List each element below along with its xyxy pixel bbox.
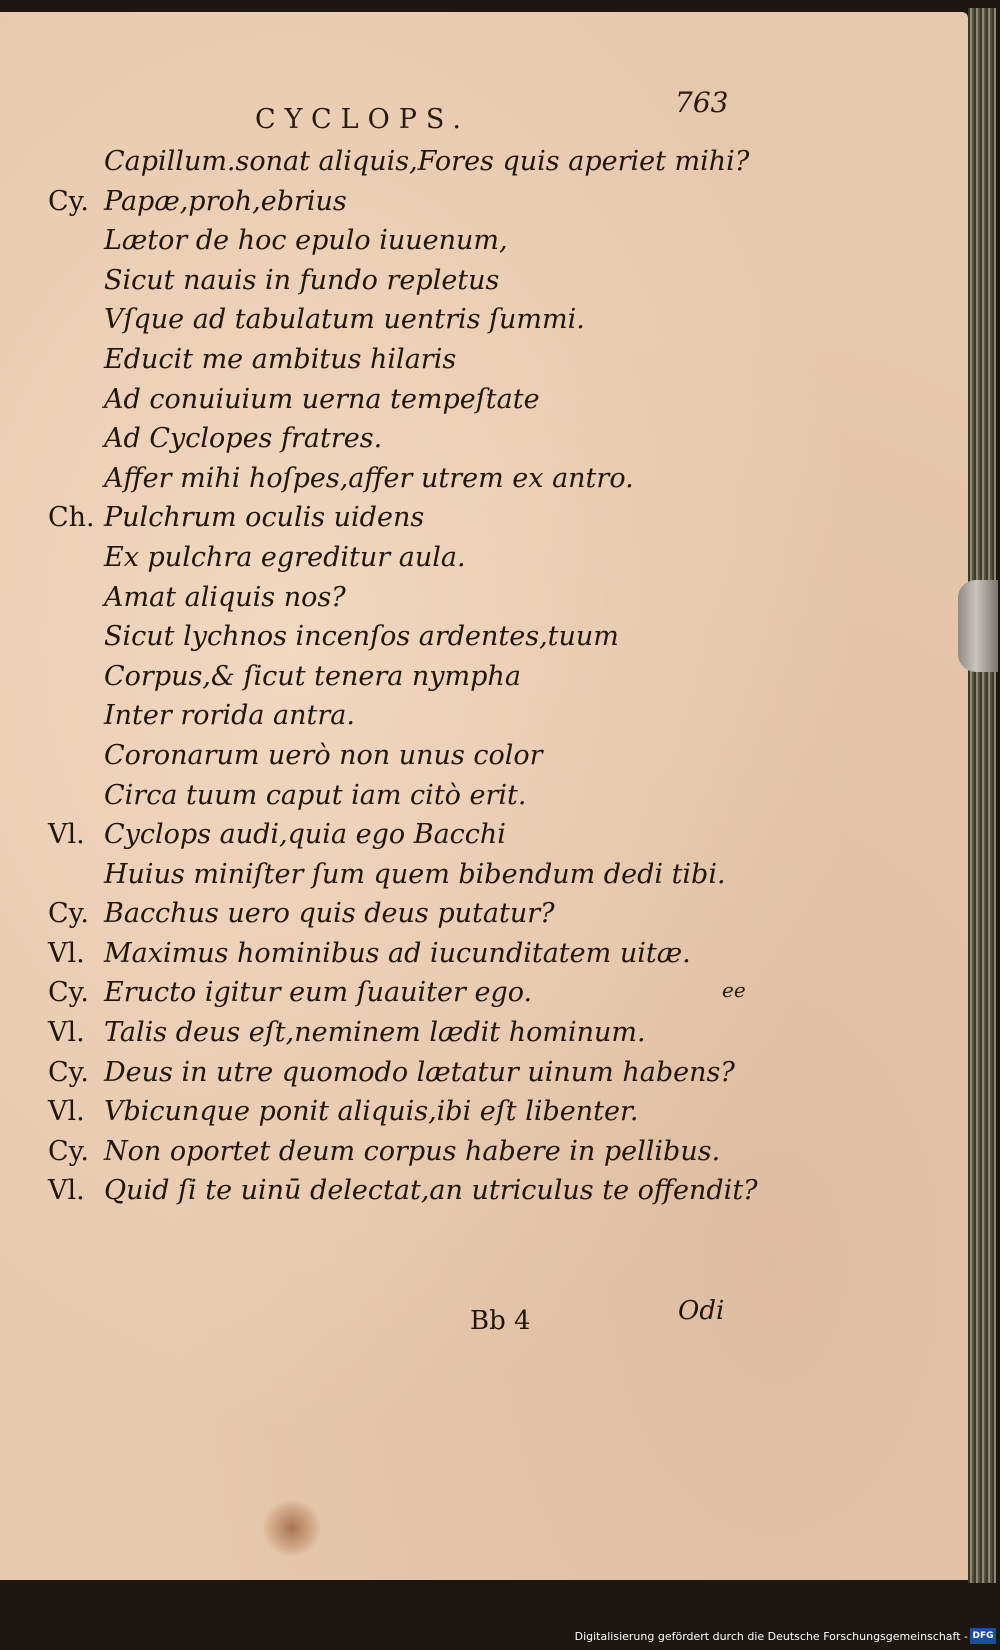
line-text: Sicut lychnos incenſos ardentes,tuum bbox=[104, 621, 619, 653]
line-text: Vſque ad tabulatum uentris ſummi. bbox=[104, 304, 585, 336]
text-line bbox=[48, 340, 768, 380]
text-line bbox=[48, 815, 768, 855]
speaker-label: Ch. bbox=[48, 502, 95, 534]
dfg-logo: DFG bbox=[970, 1628, 996, 1644]
line-text: Non oportet deum corpus habere in pellibus. bbox=[104, 1135, 721, 1167]
speaker-label: Vl. bbox=[48, 1017, 85, 1049]
speaker-label: Cy. bbox=[48, 1135, 89, 1167]
foxing-stain bbox=[262, 1500, 322, 1556]
page-number: 763 bbox=[675, 86, 729, 119]
page-clip bbox=[958, 580, 998, 672]
text-line bbox=[48, 1132, 768, 1172]
catchword: Odi bbox=[678, 1296, 725, 1326]
text-line bbox=[48, 498, 768, 538]
line-text: Ad conuiuium uerna tempeſtate bbox=[104, 383, 540, 415]
line-text: Quid ſi te uinū delectat,an utriculus te offendit? bbox=[104, 1175, 758, 1207]
text-line bbox=[48, 1171, 768, 1211]
speaker-label: Cy. bbox=[48, 898, 89, 930]
speaker-label: Cy. bbox=[48, 185, 89, 217]
line-text: Circa tuum caput iam citò erit. bbox=[104, 779, 527, 811]
text-line bbox=[48, 934, 768, 974]
speaker-label: Vl. bbox=[48, 937, 85, 969]
line-text: Huius miniſter ſum quem bibendum dedi tibi. bbox=[104, 858, 726, 890]
text-line bbox=[48, 578, 768, 618]
text-line bbox=[48, 617, 768, 657]
page-edges bbox=[968, 8, 996, 1583]
text-line bbox=[48, 776, 768, 816]
speaker-label: Vl. bbox=[48, 819, 85, 851]
line-text: Affer mihi hoſpes,affer utrem ex antro. bbox=[104, 462, 634, 494]
line-text: Sicut nauis in fundo repletus bbox=[104, 264, 500, 296]
line-text: Coronarum uerò non unus color bbox=[104, 739, 543, 771]
text-line bbox=[48, 1092, 768, 1132]
running-head: CYCLOPS. bbox=[255, 104, 471, 135]
text-line bbox=[48, 261, 768, 301]
text-line bbox=[48, 1053, 768, 1093]
text-block bbox=[48, 142, 768, 1211]
text-line bbox=[48, 142, 768, 182]
speaker-label: Vl. bbox=[48, 1096, 85, 1128]
speaker-label: Cy. bbox=[48, 977, 89, 1009]
text-line bbox=[48, 300, 768, 340]
line-text: Cyclops audi,quia ego Bacchi bbox=[104, 819, 506, 851]
text-line bbox=[48, 973, 768, 1013]
margin-mark: ee bbox=[722, 978, 746, 1002]
line-text: Ad Cyclopes fratres. bbox=[104, 423, 383, 455]
text-line bbox=[48, 736, 768, 776]
line-text: Talis deus eſt,neminem lædit hominum. bbox=[104, 1017, 646, 1049]
line-text: Papæ,proh,ebrius bbox=[104, 185, 347, 217]
text-line bbox=[48, 221, 768, 261]
line-text: Pulchrum oculis uidens bbox=[104, 502, 425, 534]
line-text: Deus in utre quomodo lætatur uinum habens? bbox=[104, 1056, 735, 1088]
speaker-label: Cy. bbox=[48, 1056, 89, 1088]
line-text: Eructo igitur eum ſuauiter ego. bbox=[104, 977, 533, 1009]
text-line bbox=[48, 538, 768, 578]
text-line bbox=[48, 855, 768, 895]
text-line bbox=[48, 894, 768, 934]
text-line bbox=[48, 419, 768, 459]
speaker-label: Vl. bbox=[48, 1175, 85, 1207]
digitization-credit: Digitalisierung gefördert durch die Deutsche Forschungsgemeinschaft - bbox=[574, 1630, 968, 1643]
line-text: Vbicunque ponit aliquis,ibi eſt libenter. bbox=[104, 1096, 639, 1128]
line-text: Capillum.sonat aliquis,Fores quis aperiet mihi? bbox=[104, 146, 750, 177]
text-line bbox=[48, 380, 768, 420]
line-text: Corpus,& ſicut tenera nympha bbox=[104, 660, 521, 692]
text-line bbox=[48, 1013, 768, 1053]
line-text: Maximus hominibus ad iucunditatem uitæ. bbox=[104, 937, 691, 969]
line-text: Bacchus uero quis deus putatur? bbox=[104, 898, 555, 930]
text-line bbox=[48, 657, 768, 697]
signature-mark: Bb 4 bbox=[470, 1306, 531, 1336]
text-line bbox=[48, 182, 768, 222]
line-text: Ex pulchra egreditur aula. bbox=[104, 541, 466, 573]
line-text: Amat aliquis nos? bbox=[104, 581, 346, 613]
text-line bbox=[48, 459, 768, 499]
line-text: Educit me ambitus hilaris bbox=[104, 343, 457, 375]
text-line bbox=[48, 696, 768, 736]
line-text: Lætor de hoc epulo iuuenum, bbox=[104, 225, 508, 257]
line-text: Inter rorida antra. bbox=[104, 700, 355, 732]
